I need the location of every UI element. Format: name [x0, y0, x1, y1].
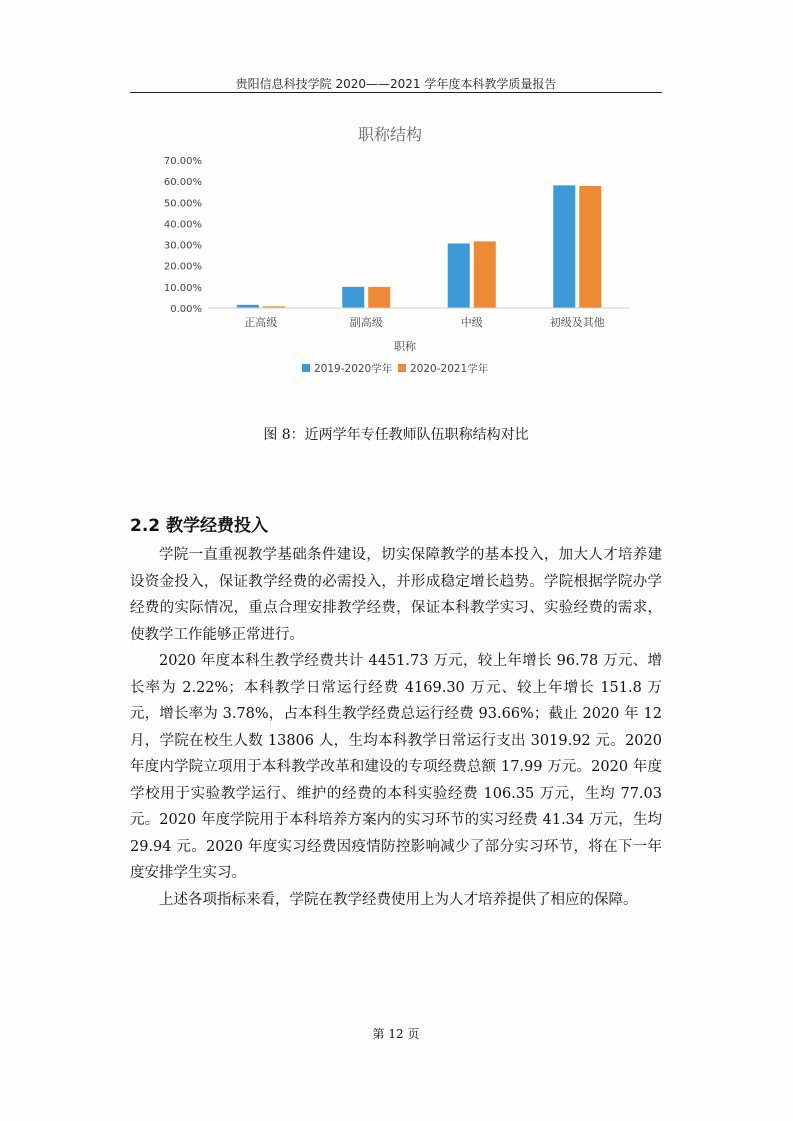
y-tick-label: 50.00% [163, 198, 202, 210]
chart-svg [150, 110, 650, 390]
y-tick-label: 20.00% [163, 261, 202, 273]
running-header: 贵阳信息科技学院 2020——2021 学年度本科教学质量报告 [235, 77, 557, 91]
y-axis-ticks [164, 156, 202, 315]
bar-2019-2020-1 [342, 287, 364, 308]
x-tick-label: 中级 [460, 316, 483, 329]
chart-title: 职称结构 [357, 125, 423, 144]
legend-label: 2020-2021学年 [410, 363, 489, 375]
x-axis-ticks [244, 315, 605, 329]
section-heading: 2.2 教学经费投入 [130, 516, 269, 536]
header-rule [130, 92, 662, 93]
y-tick-label: 40.00% [163, 219, 202, 231]
page-number: 第 12 页 [372, 1027, 420, 1041]
bars-group [237, 185, 602, 308]
y-tick-label: 10.00% [163, 282, 202, 294]
legend-label: 2019-2020学年 [314, 363, 393, 375]
chart-legend [302, 362, 489, 375]
y-tick-label: 30.00% [163, 240, 202, 252]
title-structure-chart [150, 110, 650, 390]
paragraph-3: 上述各项指标来看，学院在教学经费使用上为人才培养提供了相应的保障。 [159, 891, 638, 908]
x-tick-label: 正高级 [244, 316, 278, 329]
bar-2019-2020-3 [553, 185, 575, 308]
legend-swatch [302, 364, 310, 372]
x-tick-label: 副高级 [349, 316, 383, 329]
y-tick-label: 60.00% [163, 177, 202, 189]
paragraph-2: 2020 年度本科生教学经费共计 4451.73 万元，较上年增长 96.78 万元、增长率为 2.22%；本科教学日常运行经费 4169.30 万元、较上年增长 151.8 万元，增长率为 3.78%，占本科生教学经费总运行经费 93.66%；截止 2020 年 12 月，学院在校生人数 13806 人，生均本科教学日常运行支出 3019.92 元。2020 年度内学院立项用于本科教学改革和建设的专项经费总额 17.99 万元。2020 年度学校用于实验教学运行、维护的经费的本科实验经费 106.35 万元，生均 77.03 元。2020 年度学院用于本科培养方案内的实习环节的实习经费 41.34 万元，生均 29.94 元。2020 年度实习经费因疫情防控影响减少了部分实习环节，将在下一年度安排学生实习。 [130, 653, 662, 881]
legend-swatch [398, 364, 406, 372]
y-tick-label: 0.00% [170, 304, 202, 315]
bar-2020-2021-3 [579, 186, 601, 308]
y-tick-label: 70.00% [163, 156, 202, 167]
x-axis-label: 职称 [394, 340, 416, 353]
bar-2020-2021-1 [368, 287, 390, 308]
paragraph-1: 学院一直重视教学基础条件建设，切实保障教学的基本投入，加大人才培养建设资金投入，保证教学经费的必需投入，并形成稳定增长趋势。学院根据学院办学经费的实际情况，重点合理安排教学经费，保证本科教学实习、实验经费的需求，使教学工作能够正常进行。 [130, 547, 662, 643]
figure-caption: 图 8：近两学年专任教师队伍职称结构对比 [263, 427, 529, 443]
bar-2019-2020-2 [448, 244, 470, 308]
body-text [130, 542, 662, 913]
bar-2020-2021-2 [474, 241, 496, 308]
x-tick-label: 初级及其他 [549, 316, 605, 329]
